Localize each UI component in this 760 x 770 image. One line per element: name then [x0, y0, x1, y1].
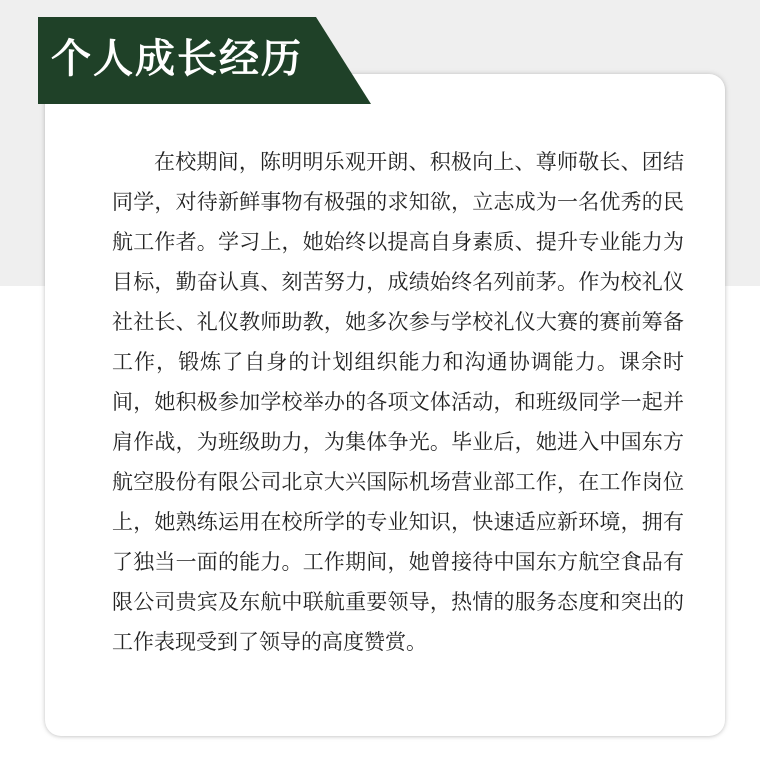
page-title: 个人成长经历 — [51, 36, 303, 82]
body-paragraph: 在校期间，陈明明乐观开朗、积极向上、尊师敬长、团结同学，对待新鲜事物有极强的求知欲，立志成为一名优秀的民航工作者。学习上，她始终以提高自身素质、提升专业能力为目标，勤奋认真、刻苦努力，成绩始终名列前茅。作为校礼仪社社长、礼仪教师助教，她多次参与学校礼仪大赛的赛前筹备工作，锻炼了自身的计划组织能力和沟通协调能力。课余时间，她积极参加学校举办的各项文体活动，和班级同学一起并肩作战，为班级助力，为集体争光。毕业后，她进入中国东方航空股份有限公司北京大兴国际机场营业部工作，在工作岗位上，她熟练运用在校所学的专业知识，快速适应新环境，拥有了独当一面的能力。工作期间，她曾接待中国东方航空食品有限公司贵宾及东航中联航重要领导，热情的服务态度和突出的工作表现受到了领导的高度赞赏。 — [112, 150, 684, 654]
